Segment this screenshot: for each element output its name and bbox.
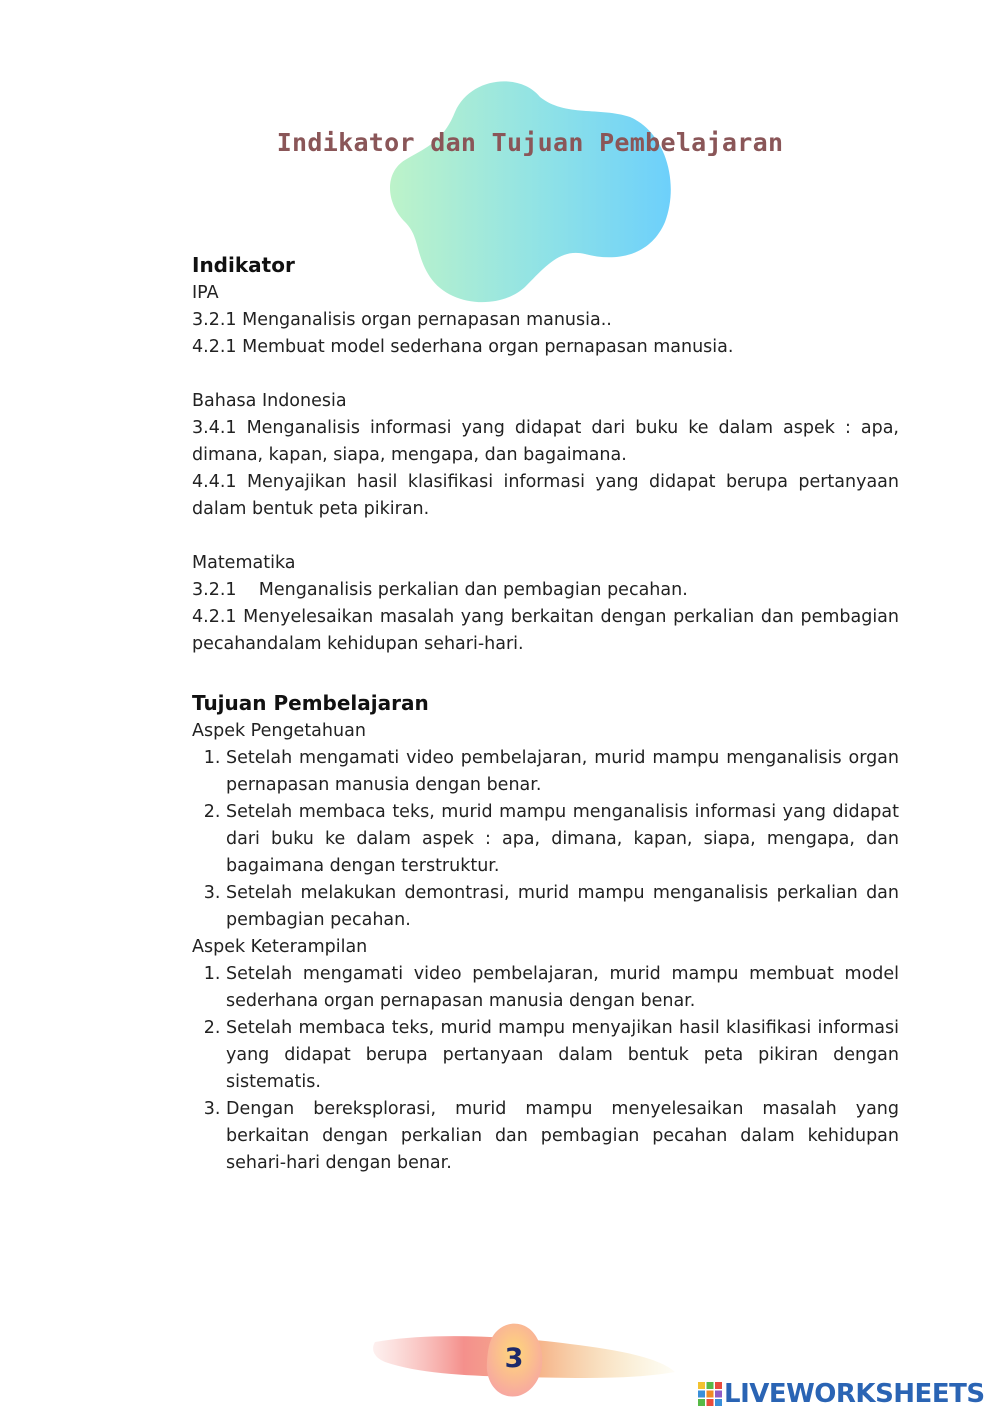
liveworksheets-brand[interactable] <box>698 1381 985 1407</box>
subject-label-ipa: IPA <box>192 283 219 303</box>
indicator-item: 3.2.1 Menganalisis perkalian dan pembagian pecahan. <box>192 580 688 600</box>
document-body <box>192 250 899 1177</box>
subject-label-bahasa: Bahasa Indonesia <box>192 391 347 411</box>
indicator-item: 3.2.1 Menganalisis organ pernapasan manusia.. <box>192 310 612 330</box>
page-title: Indikator dan Tujuan Pembelajaran <box>276 128 784 157</box>
indicator-item: 4.2.1 Membuat model sederhana organ pernapasan manusia. <box>192 337 734 357</box>
subject-label-matematika: Matematika <box>192 553 296 573</box>
brand-name: LIVEWORKSHEETS <box>724 1379 985 1409</box>
aspect-label-keterampilan: Aspek Keterampilan <box>192 937 368 957</box>
list-item: 1. Setelah mengamati video pembelajaran, murid mampu membuat model sederhana organ pernapasan manusia dengan benar. <box>226 961 899 1015</box>
section-heading-tujuan: Tujuan Pembelajaran <box>192 691 429 715</box>
indicator-item: 4.4.1 Menyajikan hasil klasifikasi informasi yang didapat berupa pertanyaan dalam bentuk peta pikiran. <box>192 472 899 519</box>
pengetahuan-list <box>192 745 899 934</box>
indicator-item: 3.4.1 Menganalisis informasi yang didapat dari buku ke dalam aspek : apa, dimana, kapan, siapa, mengapa, dan bagaimana. <box>192 418 899 465</box>
list-item: 2. Setelah membaca teks, murid mampu menyajikan hasil klasifikasi informasi yang didapat berupa pertanyaan dalam bentuk peta pikiran dengan sistematis. <box>226 1015 899 1096</box>
liveworksheets-logo-icon <box>698 1382 722 1406</box>
indicator-item: 4.2.1 Menyelesaikan masalah yang berkaitan dengan perkalian dan pembagian pecahandalam kehidupan sehari-hari. <box>192 607 899 654</box>
aspect-label-pengetahuan: Aspek Pengetahuan <box>192 721 366 741</box>
section-heading-indikator: Indikator <box>192 253 295 277</box>
list-item: 1. Setelah mengamati video pembelajaran, murid mampu menganalisis organ pernapasan manusia dengan benar. <box>226 745 899 799</box>
page-number: 3 <box>504 1343 524 1374</box>
list-item: 3. Dengan bereksplorasi, murid mampu menyelesaikan masalah yang berkaitan dengan perkalian dan pembagian pecahan dalam kehidupan sehari-hari dengan benar. <box>226 1096 899 1177</box>
list-item: 3. Setelah melakukan demontrasi, murid mampu menganalisis perkalian dan pembagian pecahan. <box>226 880 899 934</box>
keterampilan-list <box>192 961 899 1177</box>
list-item: 2. Setelah membaca teks, murid mampu menganalisis informasi yang didapat dari buku ke dalam aspek : apa, dimana, kapan, siapa, mengapa, dan bagaimana dengan terstruktur. <box>226 799 899 880</box>
